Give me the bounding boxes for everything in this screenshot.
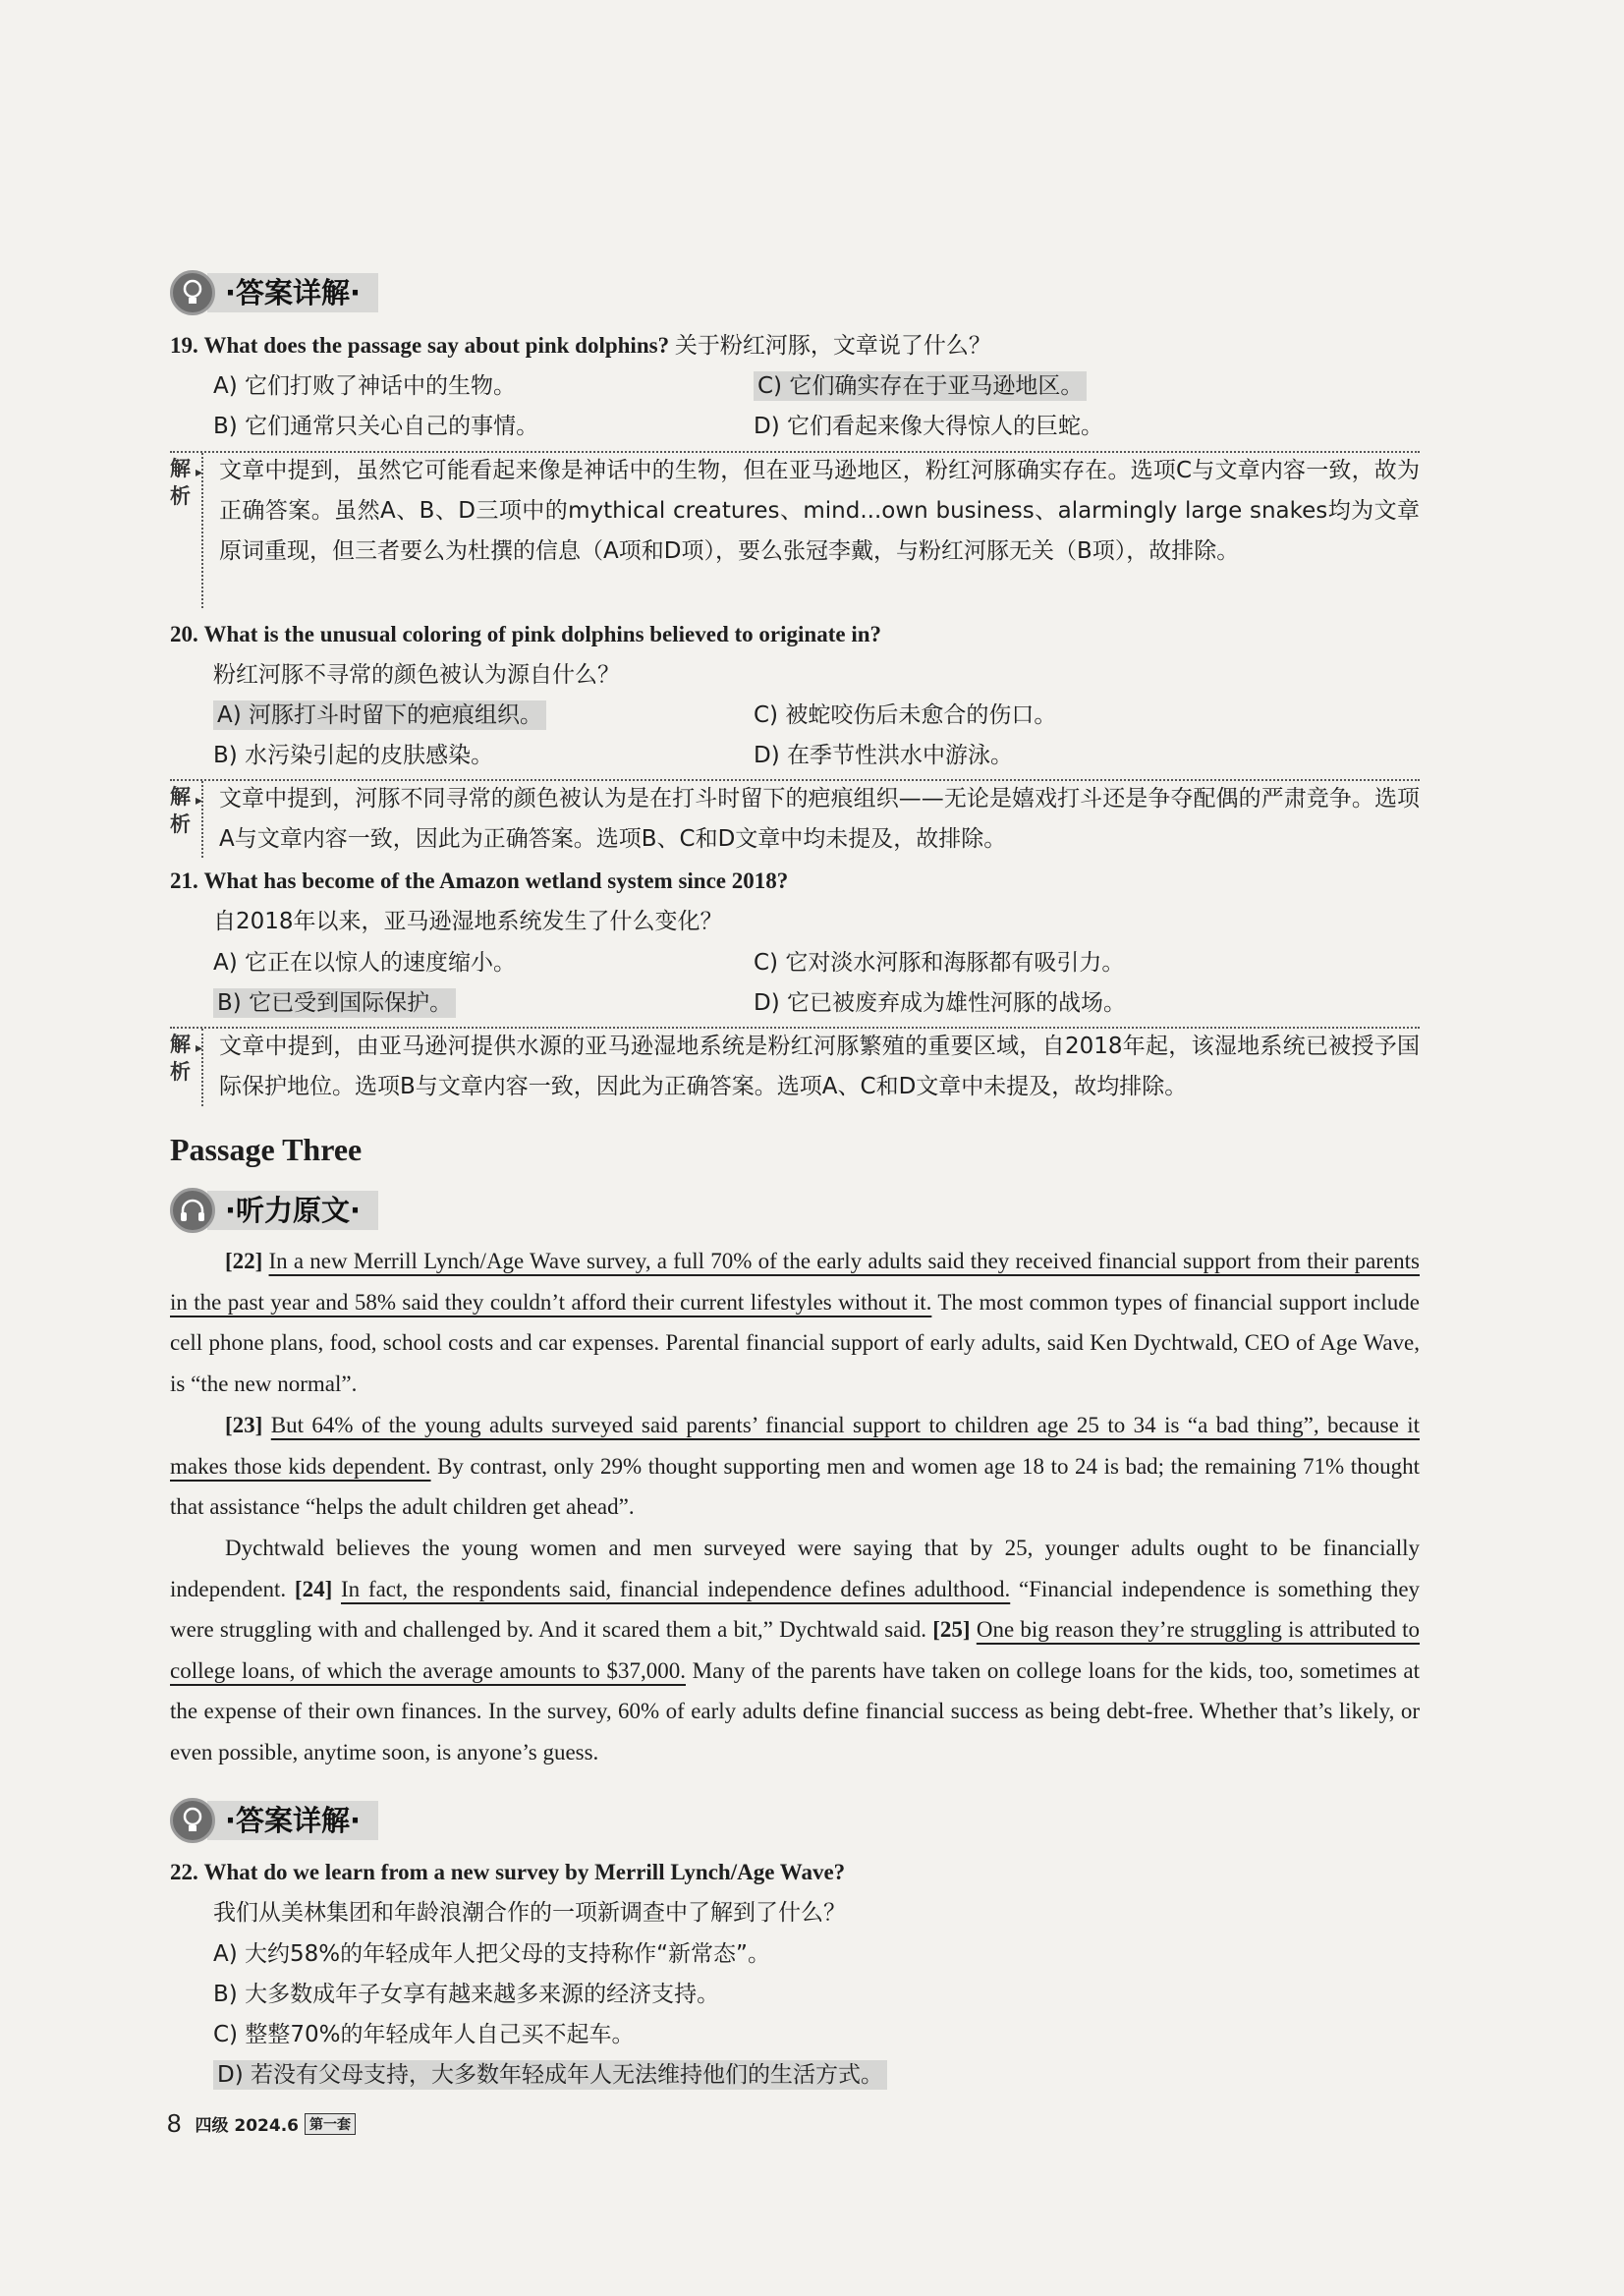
listening-script-header <box>170 1184 378 1237</box>
option-d-correct: D) 若没有父母支持，大多数年轻成年人无法维持他们的生活方式。 <box>213 2055 887 2095</box>
question-text-en: What does the passage say about pink dolphins? <box>203 333 670 358</box>
question-text-zh: 关于粉红河豚，文章说了什么？ <box>674 333 991 359</box>
option-a: A) 它们打败了神话中的生物。 <box>213 373 517 399</box>
analysis-tag: 解析 ▸ <box>170 457 203 508</box>
analysis-text: 文章中提到，河豚不同寻常的颜色被认为是在打斗时留下的疤痕组织——无论是嬉戏打斗还是争夺配偶的严肃竞争。选项A与文章内容一致，因此为正确答案。选项B、C和D文章中均未提及，故排除。 <box>219 786 1420 852</box>
question-text-en: What is the unusual coloring of pink dolphins believed to originate in? <box>203 622 881 646</box>
question-text-zh: 自2018年以来，亚马逊湿地系统发生了什么变化？ <box>213 909 723 934</box>
paragraph-text: “Financial independence is something they were struggling with and challenged by. And it scared them a bit,” Dychtwald said. <box>170 1576 1421 1642</box>
analysis-19 <box>170 451 1420 612</box>
page-number: 8 <box>167 2108 182 2138</box>
analysis-20 <box>170 779 1420 862</box>
answer-explanation-header <box>170 1794 378 1847</box>
key-sentence: In a new Merrill Lynch/Age Wave survey, a full 70% of the early adults said they received financial support from their parents in the past year and 58% said they couldn’t afford their current lifestyles without it. <box>170 1249 1420 1315</box>
exam-level: 四级 2024.6 <box>195 2116 299 2136</box>
option-c: C) 它对淡水河豚和海豚都有吸引力。 <box>754 950 1125 976</box>
option-c: C) 被蛇咬伤后未愈合的伤口。 <box>754 702 1057 728</box>
paragraph-text: By contrast, only 29% thought supporting men and women age 18 to 24 is bad; the remaining 71% thought that assistance “helps the adult children get ahead”. <box>170 1453 1420 1519</box>
passage-title: Passage Three <box>170 1132 363 1167</box>
question-19 <box>170 326 1428 365</box>
section-label: ·答案详解· <box>207 1801 378 1840</box>
question-number: 20. <box>170 622 198 646</box>
passage-paragraph-1 <box>170 1241 1420 1404</box>
option-b: B) 水污染引起的皮肤感染。 <box>213 743 494 768</box>
analysis-text: 文章中提到，由亚马逊河提供水源的亚马逊湿地系统是粉红河豚繁殖的重要区域，自2018年起，该湿地系统已被授予国际保护地位。选项B与文章内容一致，因此为正确答案。选项A、C和D文章中未提及，故均排除。 <box>219 1034 1420 1099</box>
option-b: B) 大多数成年子女享有越来越多来源的经济支持。 <box>213 1982 720 2007</box>
question-20 <box>170 615 1428 654</box>
question-number: 19. <box>170 333 198 358</box>
answer-explanation-header <box>170 266 378 319</box>
headphones-icon <box>170 1188 215 1233</box>
section-label: ·答案详解· <box>207 273 378 312</box>
key-sentence: But 64% of the young adults surveyed said parents’ financial support to children age 25 to 34 is “a bad thing”, because it makes those kids dependent. <box>170 1413 1421 1479</box>
question-number: 22. <box>170 1860 198 1884</box>
page-footer <box>167 2108 356 2139</box>
option-d: D) 它已被废弃成为雄性河豚的战场。 <box>754 990 1126 1016</box>
key-sentence: One big reason they’re struggling is attributed to college loans, of which the average amounts to $37,000. <box>170 1617 1421 1683</box>
option-a-correct: A) 河豚打斗时留下的疤痕组织。 <box>213 696 546 735</box>
question-text-zh: 我们从美林集团和年龄浪潮合作的一项新调查中了解到了什么？ <box>213 1900 846 1926</box>
lightbulb-icon <box>170 1798 215 1843</box>
question-text-en: What do we learn from a new survey by Merrill Lynch/Age Wave? <box>203 1860 846 1884</box>
exam-set-badge: 第一套 <box>305 2113 356 2135</box>
option-d: D) 它们看起来像大得惊人的巨蛇。 <box>754 414 1103 439</box>
option-b: B) 它们通常只关心自己的事情。 <box>213 414 539 439</box>
question-22 <box>170 1853 1428 1892</box>
paragraph-text: Many of the parents have taken on college loans for the kids, too, sometimes at the expense of their own finances. In the survey, 60% of early adults define financial success as being debt-free. Whether that’s likely, or even possible, anytime soon, is anyone’s guess. <box>170 1657 1421 1764</box>
question-marker: [22] <box>225 1249 263 1273</box>
question-text-en: What has become of the Amazon wetland system since 2018? <box>203 868 789 893</box>
option-c: C) 整整70%的年轻成年人自己买不起车。 <box>213 2022 635 2047</box>
section-label: ·听力原文· <box>207 1191 378 1230</box>
question-marker: [24] <box>294 1576 333 1601</box>
paragraph-text: The most common types of financial support include cell phone plans, food, school costs and car expenses. Parental financial support of early adults, said Ken Dychtwald, CEO of Age Wave, is “the new normal”. <box>170 1289 1420 1396</box>
question-text-zh: 粉红河豚不寻常的颜色被认为源自什么？ <box>213 662 620 688</box>
option-c-correct: C) 它们确实存在于亚马逊地区。 <box>754 366 1087 406</box>
passage-paragraph-3 <box>170 1528 1420 1772</box>
analysis-21 <box>170 1027 1420 1110</box>
analysis-tag: 解析 ▸ <box>170 1033 203 1084</box>
question-21 <box>170 862 1428 901</box>
paragraph-text: Dychtwald believes the young women and men surveyed were saying that by 25, younger adults ought to be financially independent. <box>170 1536 1420 1601</box>
key-sentence: In fact, the respondents said, financial independence defines adulthood. <box>341 1576 1011 1601</box>
question-marker: [23] <box>225 1413 263 1437</box>
question-marker: [25] <box>932 1617 971 1642</box>
option-d: D) 在季节性洪水中游泳。 <box>754 743 1013 768</box>
option-a: A) 大约58%的年轻成年人把父母的支持称作“新常态”。 <box>213 1941 770 1967</box>
option-b-correct: B) 它已受到国际保护。 <box>213 983 456 1023</box>
question-number: 21. <box>170 868 198 893</box>
option-a: A) 它正在以惊人的速度缩小。 <box>213 950 517 976</box>
lightbulb-icon <box>170 270 215 315</box>
passage-paragraph-2 <box>170 1405 1420 1528</box>
analysis-tag: 解析 ▸ <box>170 785 203 836</box>
analysis-text: 文章中提到，虽然它可能看起来像是神话中的生物，但在亚马逊地区，粉红河豚确实存在。选项C与文章内容一致，故为正确答案。虽然A、B、D三项中的mythical creatures、mind...own business、alarmingly large snakes均为文章原词重现，但三者要么为杜撰的信息（A项和D项），要么张冠李戴，与粉红河豚无关（B项），故排除。 <box>219 458 1420 564</box>
